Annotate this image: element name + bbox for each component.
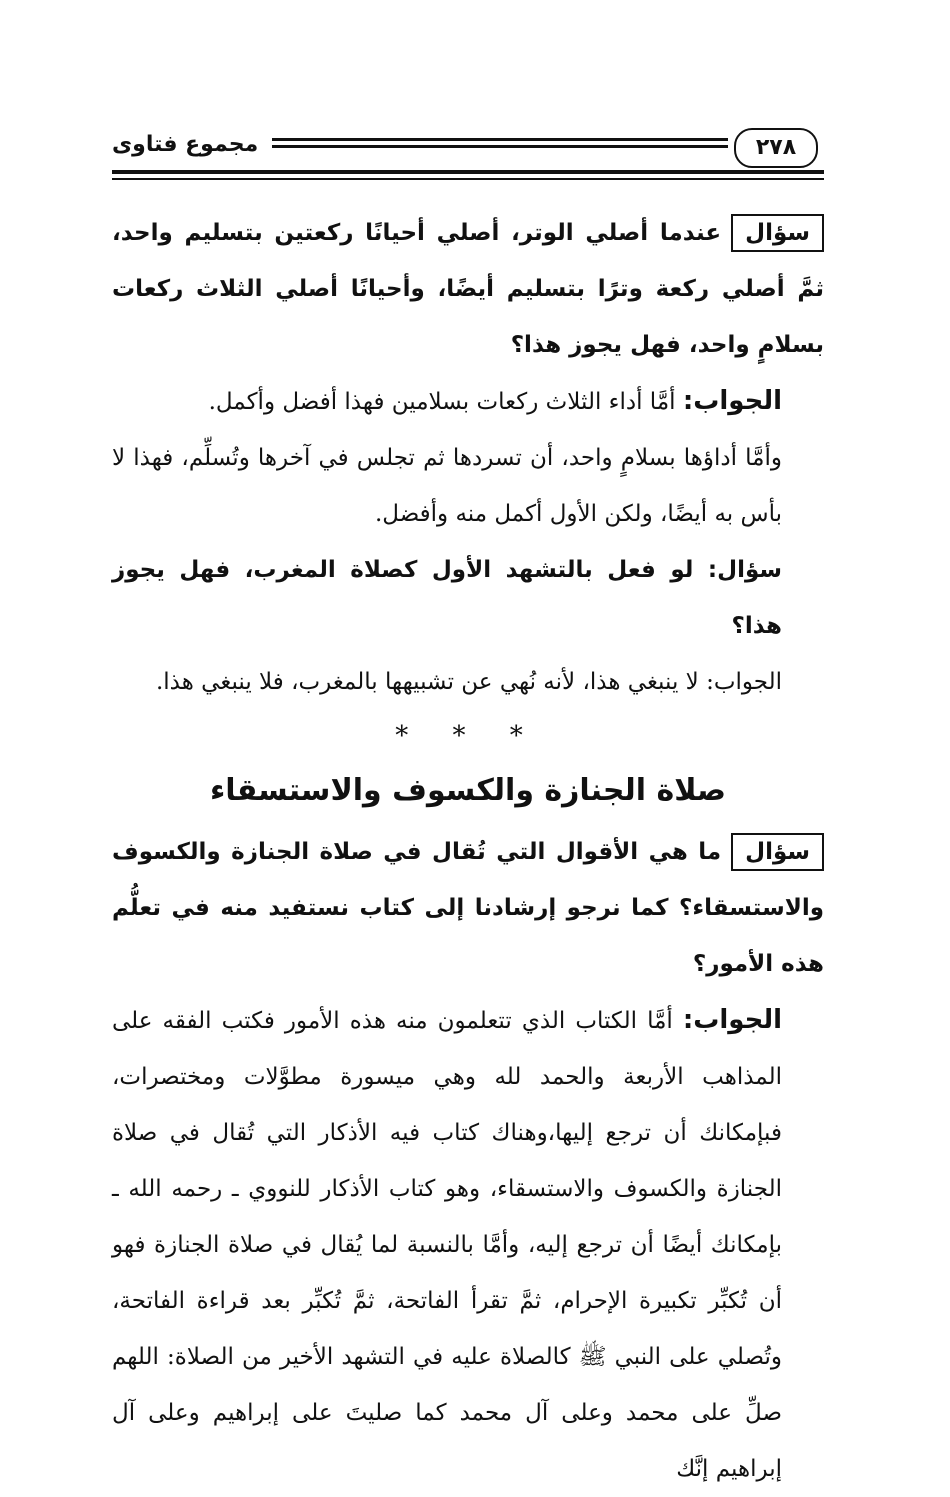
header-rule-thin [112, 178, 824, 180]
header-rule-thick [112, 170, 824, 174]
answer-1-text: أمَّا أداء الثلاث ركعات بسلامين فهذا أفضل وأكمل. [208, 389, 676, 415]
answer-label: الجواب: [682, 386, 782, 416]
answer-2: الجواب: لا ينبغي هذا، لأنه نُهي عن تشبيهها بالمغرب، فلا ينبغي هذا. [155, 669, 782, 695]
answer-1-continued: وأمَّا أداؤها بسلامٍ واحد، أن تسردها ثم تجلس في آخرها وتُسلِّم، فهذا لا بأس به أيضًا، ولكن الأول أكمل منه وأفضل. [112, 445, 782, 527]
question-2: سؤال: لو فعل بالتشهد الأول كصلاة المغرب، فهل يجوز هذا؟ [112, 557, 782, 639]
question-tag: سؤال [731, 833, 824, 871]
book-title: مجموع فتاوى [112, 132, 259, 157]
page-body [112, 205, 824, 1497]
page-number: ٢٧٨ [734, 128, 818, 168]
question-3 [112, 824, 824, 992]
answer-1 [112, 373, 824, 430]
page-header [112, 128, 824, 184]
question-tag: سؤال [731, 214, 824, 252]
question-1 [112, 205, 824, 373]
question-3-text: ما هي الأقوال التي تُقال في صلاة الجنازة والكسوف والاستسقاء؟ كما نرجو إرشادنا إلى كتاب نستفيد منه في تعلُّم هذه الأمور؟ [112, 839, 824, 977]
answer-3-text: أمَّا الكتاب الذي تتعلمون منه هذه الأمور فكتب الفقه على المذاهب الأربعة والحمد لله وهي ميسورة مطوَّلات ومختصرات، فبإمكانك أن ترجع إليها،وهناك كتاب فيه الأذكار التي تُقال في صلاة الجنازة والكسوف والاستسقاء، وهو كتاب الأذكار للنووي ـ رحمه الله ـ بإمكانك أيضًا أن ترجع إليه، وأمَّا بالنسبة لما يُقال في صلاة الجنازة فهو أن تُكبِّر تكبيرة الإحرام، ثمَّ تقرأ الفاتحة، ثمَّ تُكبِّر بعد قراءة الفاتحة، وتُصلي على النبي ﷺ كالصلاة عليه في التشهد الأخير من الصلاة: اللهم صلِّ على محمد وعلى آل محمد كما صليتَ على إبراهيم وعلى آل إبراهيم إنَّك [112, 1008, 782, 1482]
question-1-text: عندما أصلي الوتر، أصلي أحيانًا ركعتين بتسليم واحد، ثمَّ أصلي ركعة وترًا بتسليم أيضًا، وأحيانًا أصلي الثلاث ركعات بسلامٍ واحد، فهل يجوز هذا؟ [112, 220, 824, 358]
header-ornament-lines [272, 138, 728, 152]
section-separator: * * * [395, 721, 541, 751]
answer-3 [112, 992, 824, 1497]
answer-label: الجواب: [682, 1005, 782, 1035]
section-heading: صلاة الجنازة والكسوف والاستسقاء [209, 773, 727, 808]
